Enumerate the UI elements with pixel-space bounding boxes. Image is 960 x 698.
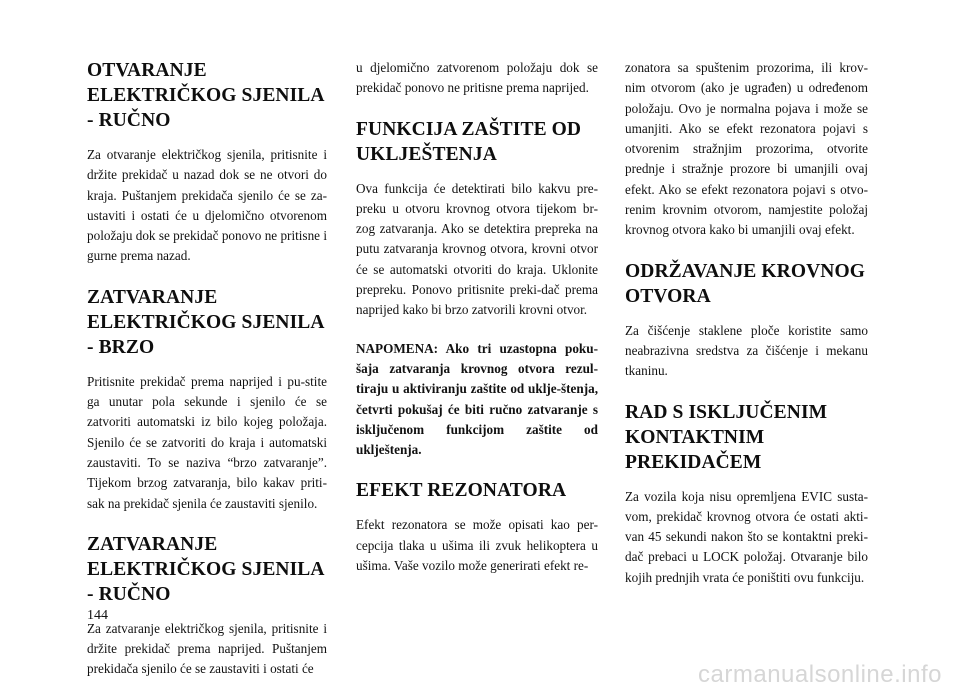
heading-close-shade-manual: ZATVARANJE ELEKTRIČKOG SJENILA - RUČNO <box>87 533 324 605</box>
paragraph-buffeting-continued: zonatora sa spuštenim prozorima, ili krov-nim otvorom (ako je ugrađen) u određenom položaju. Ovo je normalna pojava i može se umanjiti. Ako se efekt rezonatora pojavi s otvorenim stražnjim prozorima, otvorite prednje i stražnje prozore bi umanjili ovaj efekt. Ako se efekt rezonatora pojavi s otvo-renim krovnim otvorom, namjestite položaj krovnog otvora kako bi umanjili ovaj efekt. <box>625 60 868 238</box>
paragraph-continued: u djelomično zatvorenom položaju dok se prekidač ponovo ne pritisne prema naprijed. <box>356 60 598 96</box>
paragraph-close-shade-manual: Za zatvaranje električkog sjenila, pritisnite i držite prekidač prema naprijed. Puštanjem prekidača sjenilo će se zaustaviti i ostati će <box>87 620 327 677</box>
heading-ignition-off-operation: RAD S ISKLJUČENIM KONTAKTNIM PREKIDAČEM <box>625 401 828 473</box>
paragraph-ignition-off-operation: Za vozila koja nisu opremljena EVIC susta-vom, prekidač krovnog otvora će ostati akti-van 45 sekundi nakon što se kontaktni preki-dač prebaci u LOCK položaj. Otvaranje bilo kojih prednjih vrata će poništiti ovu funkciju. <box>625 488 868 585</box>
heading-open-shade-manual: OTVARANJE ELEKTRIČKOG SJENILA - RUČNO <box>87 60 324 131</box>
column-left <box>87 58 327 698</box>
paragraph-pinch-protect: Ova funkcija će detektirati bilo kakvu pre-preku u otvoru krovnog otvora tijekom br-zog zatvaranja. Ako se detektira prepreka na putu zatvaranja krovnog otvora, krovni otvor će se automatski otvoriti do kraja. Uklonite prepreku. Ponovo pritisnite preki-dač prema naprijed kako bi brzo zatvorili krovni otvor. <box>356 180 598 318</box>
watermark: carmanualsonline.info <box>698 661 942 688</box>
column-middle <box>356 58 598 594</box>
paragraph-close-shade-express: Pritisnite prekidač prema naprijed i pu-stite ga unutar pola sekunde i sjenilo će se zatvoriti automatski iz bilo kojeg položaja. Sjenilo će se zatvoriti do kraja i automatski zaustaviti. To se naziva “brzo zatvaranje”. Tijekom brzog zatvaranja, bilo kakav priti-sak na prekidač sjenila će zaustaviti sjenilo. <box>87 373 327 511</box>
paragraph-sunroof-maintenance: Za čišćenje staklene ploče koristite samo neabrazivna sredstva za čišćenje i mekanu tkaninu. <box>625 322 868 379</box>
heading-wind-buffeting: EFEKT REZONATORA <box>356 480 567 502</box>
heading-pinch-protect: FUNKCIJA ZAŠTITE OD UKLJEŠTENJA <box>356 118 582 165</box>
paragraph-open-shade-manual: Za otvaranje električkog sjenila, pritisnite i držite prekidač u nazad dok se ne otvori do kraja. Puštanjem prekidača sjenilo će se za-ustaviti i ostati će u djelomično otvorenom položaju dok se prekidač ponovo ne pritisne i gurne prema nazad. <box>87 147 327 264</box>
heading-close-shade-express: ZATVARANJE ELEKTRIČKOG SJENILA - BRZO <box>87 286 324 358</box>
heading-sunroof-maintenance: ODRŽAVANJE KROVNOG OTVORA <box>625 260 865 307</box>
paragraph-wind-buffeting: Efekt rezonatora se može opisati kao per-cepcija tlaka u ušima ili zvuk helikoptera u ušima. Vaše vozilo može generirati efekt re- <box>356 517 598 574</box>
page-number: 144 <box>87 608 108 623</box>
column-right <box>625 58 868 606</box>
note-pinch-protect: NAPOMENA: Ako tri uzastopna poku-šaja zatvaranja krovnog otvora rezul-tiraju u aktiviranju zaštite od uklje-štenja, četvrti pokušaj će biti ručno zatvaranje s isključenom funkcijom zaštite od uklještenja. <box>356 340 598 458</box>
